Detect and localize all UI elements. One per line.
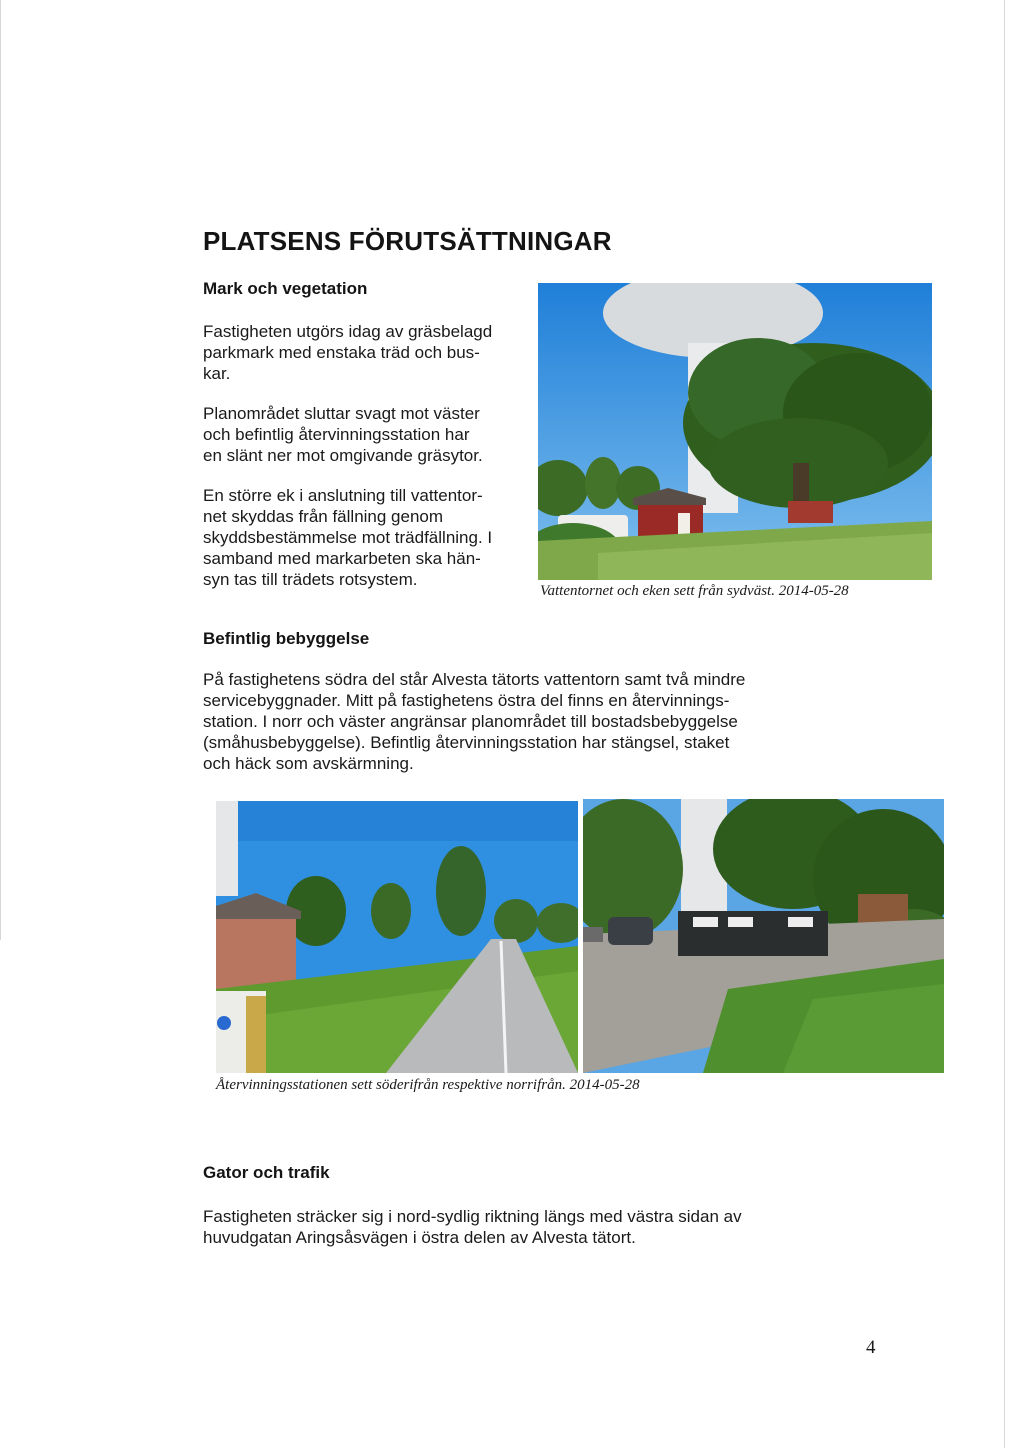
photo-water-tower-oak-image	[538, 283, 932, 580]
photo-recycling-from-south	[216, 801, 578, 1073]
paragraph-mark-3: En större ek i anslutning till vattentor- net skyddas från fällning genom skyddsbestämmelse mot trädfällning. I samband med markarbeten ska hän- syn tas till trädets rotsystem.	[203, 486, 493, 589]
paragraph-mark-2: Planområdet sluttar svagt mot väster och befintlig återvinningsstation har en slänt ner mot omgivande gräsytor.	[203, 404, 483, 465]
photo-recycling-from-north-image	[583, 799, 944, 1073]
page-title: PLATSENS FÖRUTSÄTTNINGAR	[203, 226, 612, 256]
caption-photo-recycling: Återvinningsstationen sett söderifrån respektive norrifrån. 2014-05-28	[216, 1077, 640, 1093]
photo-recycling-from-north	[583, 799, 944, 1073]
photo-recycling-from-south-image	[216, 801, 578, 1073]
scan-edge-right	[1004, 0, 1005, 1448]
scan-edge-left	[0, 0, 1, 940]
heading-befintlig-bebyggelse: Befintlig bebyggelse	[203, 629, 370, 648]
page-number: 4	[866, 1337, 876, 1358]
caption-photo-water-tower: Vattentornet och eken sett från sydväst. 2014-05-28	[540, 583, 849, 599]
paragraph-bebyggelse: På fastighetens södra del står Alvesta tätorts vattentorn samt två mindre servicebyggnader. Mitt på fastighetens östra del finns en återvinnings- station. I norr och väster angränsar planområdet till bostadsbebyggelse (småhusbebyggelse). Befintlig återvinningsstation har stängsel, staket och häck som avskärmning.	[203, 670, 746, 773]
photo-water-tower-oak	[538, 283, 932, 580]
heading-gator-och-trafik: Gator och trafik	[203, 1163, 330, 1182]
paragraph-mark-1: Fastigheten utgörs idag av gräsbelagd parkmark med enstaka träd och bus- kar.	[203, 322, 493, 383]
heading-mark-och-vegetation: Mark och vegetation	[203, 279, 368, 298]
paragraph-gator: Fastigheten sträcker sig i nord-sydlig riktning längs med västra sidan av huvudgatan Aringsåsvägen i östra delen av Alvesta tätort.	[203, 1207, 742, 1247]
